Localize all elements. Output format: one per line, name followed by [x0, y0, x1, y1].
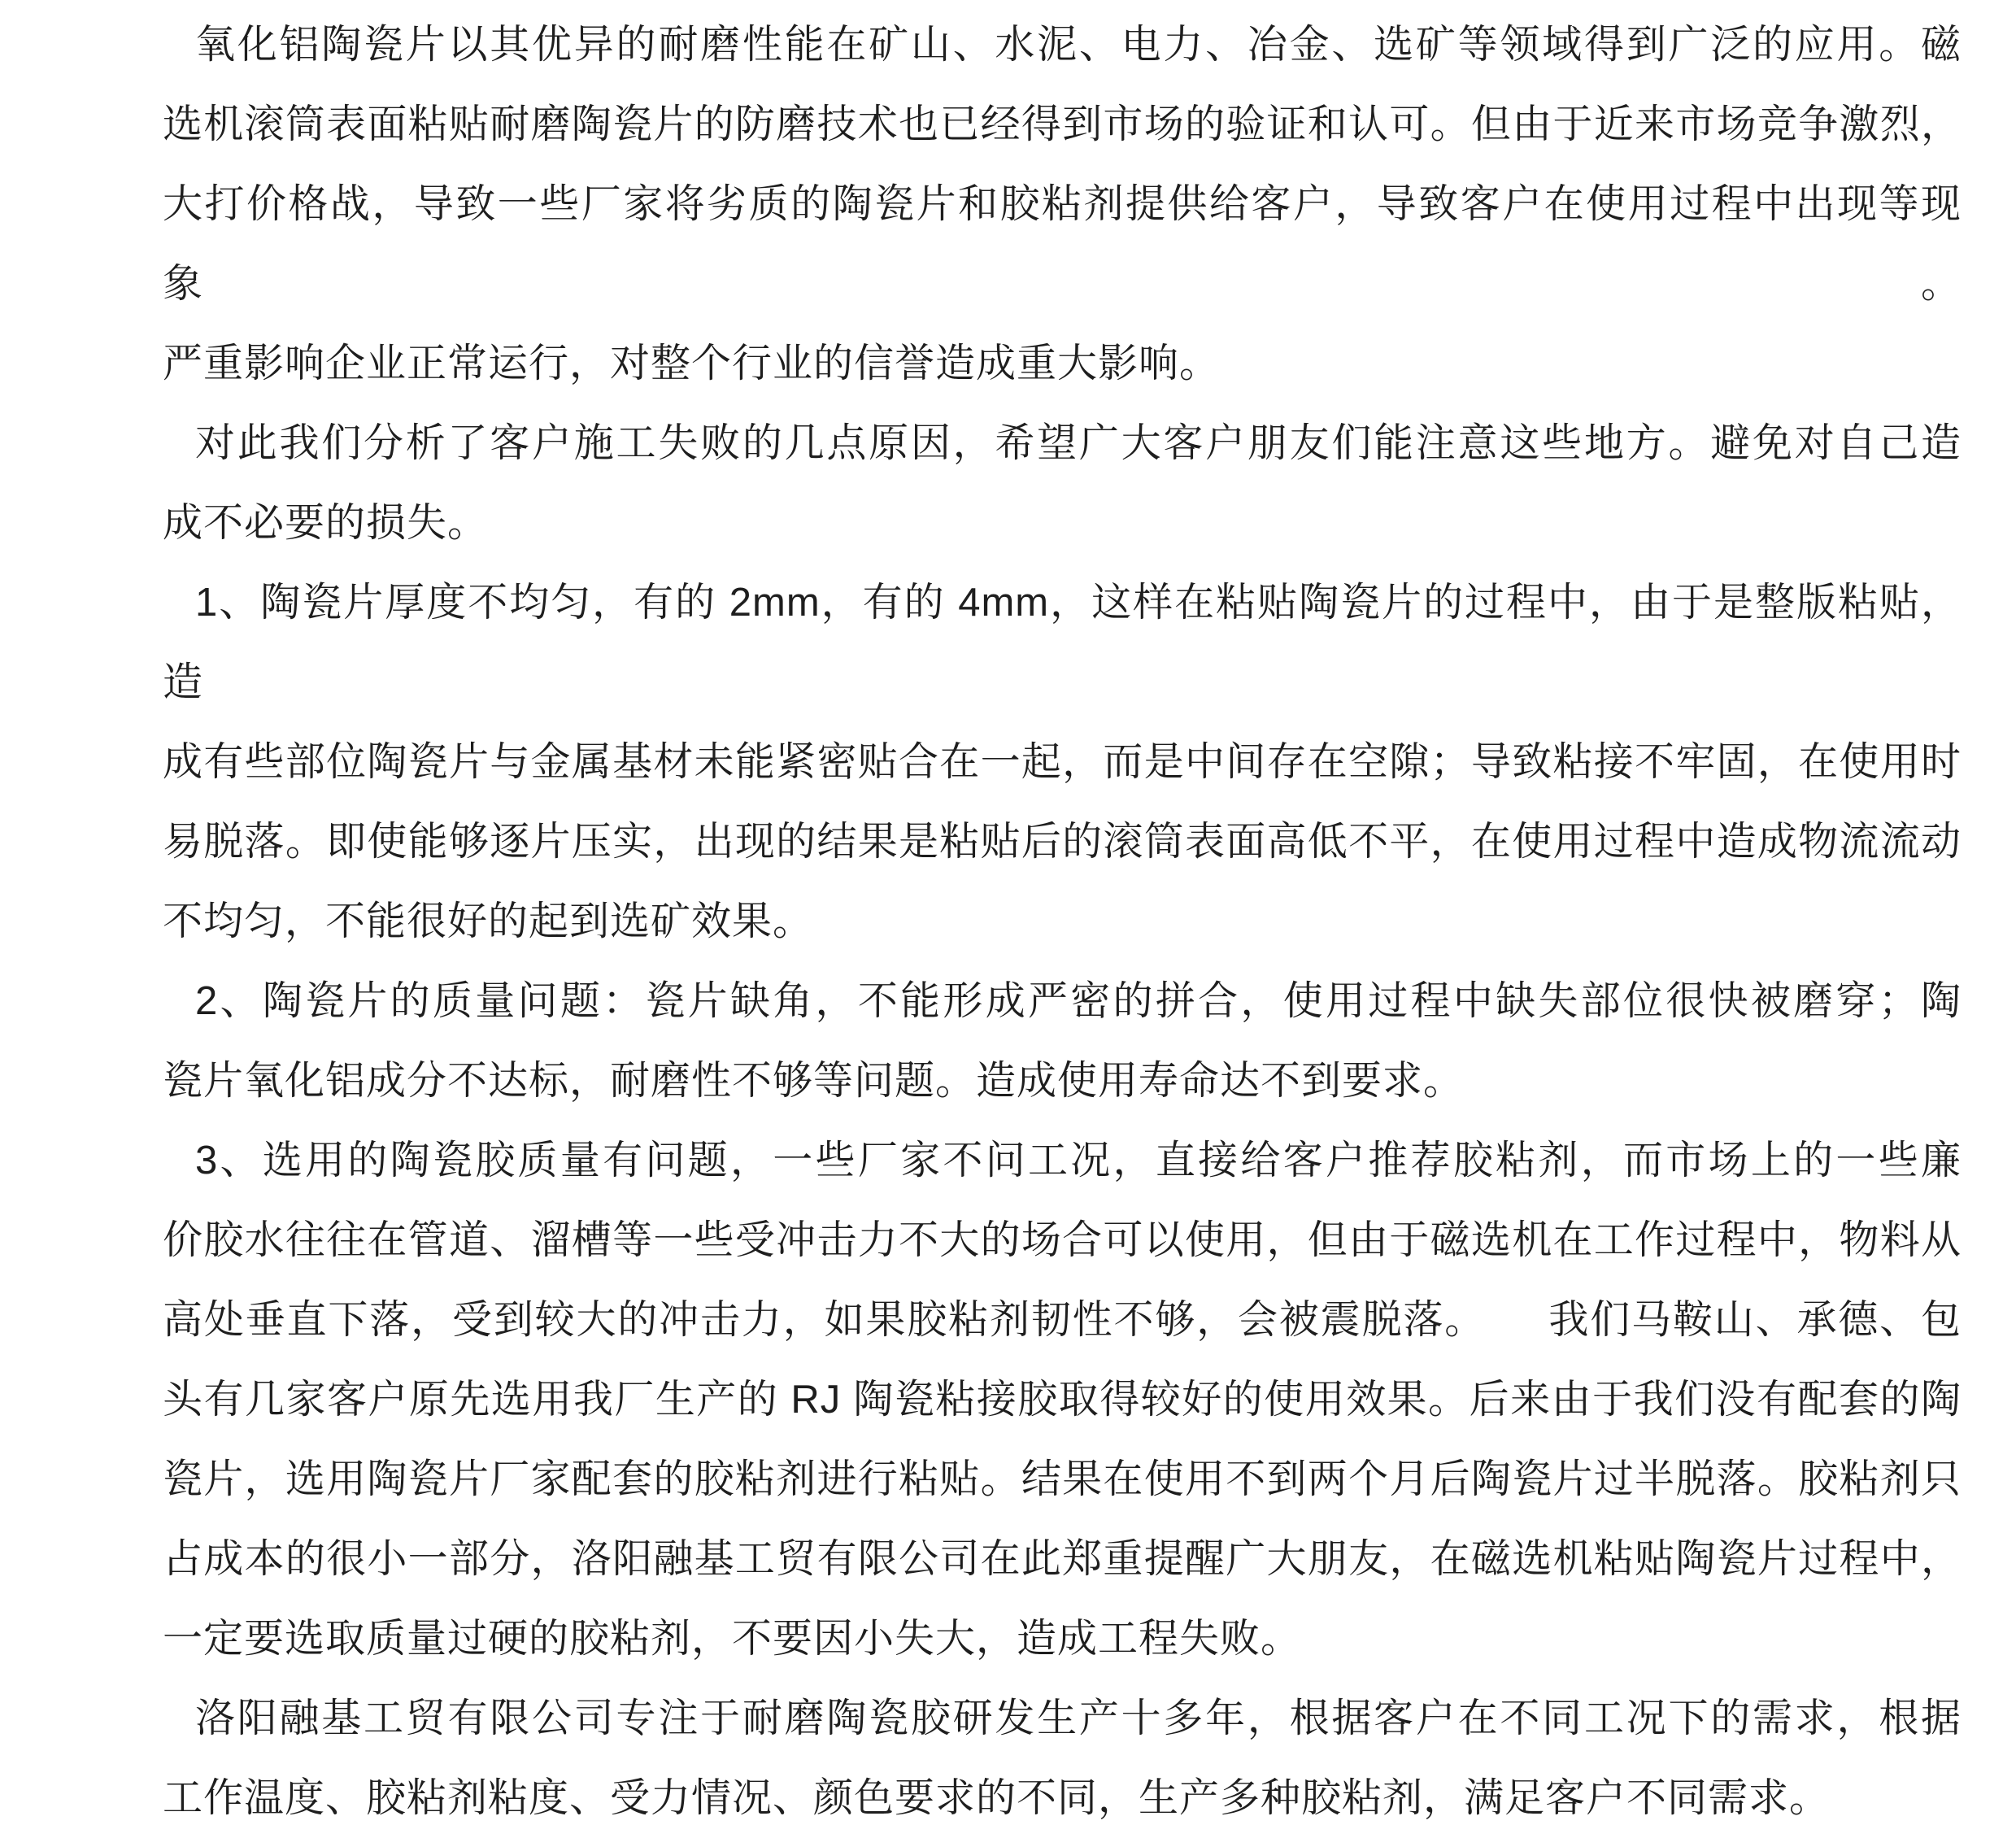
- text-line: 氧化铝陶瓷片以其优异的耐磨性能在矿山、水泥、电力、冶金、选矿等领域得到广泛的应用。磁: [195, 23, 1962, 67]
- text-line: 3、选用的陶瓷胶质量有问题，一些厂家不问工况，直接给客户推荐胶粘剂，而市场上的一些廉: [195, 1139, 1962, 1183]
- text-line: 成不必要的损失。: [163, 501, 489, 545]
- text-line: 2、陶瓷片的质量问题：瓷片缺角，不能形成严密的拼合，使用过程中缺失部位很快被磨穿；陶: [195, 979, 1962, 1023]
- text-line: 工作温度、胶粘剂粘度、受力情况、颜色要求的不同，生产多种胶粘剂，满足客户不同需求。: [163, 1776, 1831, 1820]
- text-line: 严重影响企业正常运行，对整个行业的信誉造成重大影响。: [163, 342, 1221, 385]
- document-page: [163, 5, 1962, 1838]
- text-line: 成有些部位陶瓷片与金属基材未能紧密贴合在一起，而是中间存在空隙；导致粘接不牢固，在使用时: [163, 740, 1962, 784]
- text-line: 瓷片，选用陶瓷片厂家配套的胶粘剂进行粘贴。结果在使用不到两个月后陶瓷片过半脱落。胶粘剂只: [163, 1457, 1962, 1501]
- text-line: 洛阳融基工贸有限公司专注于耐磨陶瓷胶研发生产十多年，根据客户在不同工况下的需求，根据: [195, 1696, 1962, 1740]
- text-line: 瓷片氧化铝成分不达标，耐磨性不够等问题。造成使用寿命达不到要求。: [163, 1059, 1465, 1103]
- text-line: 对此我们分析了客户施工失败的几点原因，希望广大客户朋友们能注意这些地方。避免对自己造: [195, 421, 1962, 465]
- text-line: 价胶水往往在管道、溜槽等一些受冲击力不大的场合可以使用，但由于磁选机在工作过程中，物料从: [163, 1218, 1962, 1262]
- text-line: 大打价格战，导致一些厂家将劣质的陶瓷片和胶粘剂提供给客户，导致客户在使用过程中出现等现象。: [163, 182, 1962, 306]
- text-line: 不均匀，不能很好的起到选矿效果。: [163, 899, 814, 943]
- text-line: 高处垂直下落，受到较大的冲击力，如果胶粘剂韧性不够，会被震脱落。 我们马鞍山、承德、包: [163, 1298, 1962, 1342]
- text-line: 选机滚筒表面粘贴耐磨陶瓷片的防磨技术也已经得到市场的验证和认可。但由于近来市场竞争激烈，: [163, 102, 1962, 146]
- text-line: 易脱落。即使能够逐片压实，出现的结果是粘贴后的滚筒表面高低不平，在使用过程中造成物流流动: [163, 820, 1962, 864]
- text-line: 一定要选取质量过硬的胶粘剂，不要因小失大，造成工程失败。: [163, 1617, 1302, 1661]
- text-line: 占成本的很小一部分，洛阳融基工贸有限公司在此郑重提醒广大朋友，在磁选机粘贴陶瓷片过程中，: [163, 1537, 1962, 1581]
- text-line: 头有几家客户原先选用我厂生产的 RJ 陶瓷粘接胶取得较好的使用效果。后来由于我们没有配套的陶: [163, 1378, 1962, 1422]
- text-line: 1、陶瓷片厚度不均匀，有的 2mm，有的 4mm，这样在粘贴陶瓷片的过程中，由于是整版粘贴，造: [163, 581, 1962, 704]
